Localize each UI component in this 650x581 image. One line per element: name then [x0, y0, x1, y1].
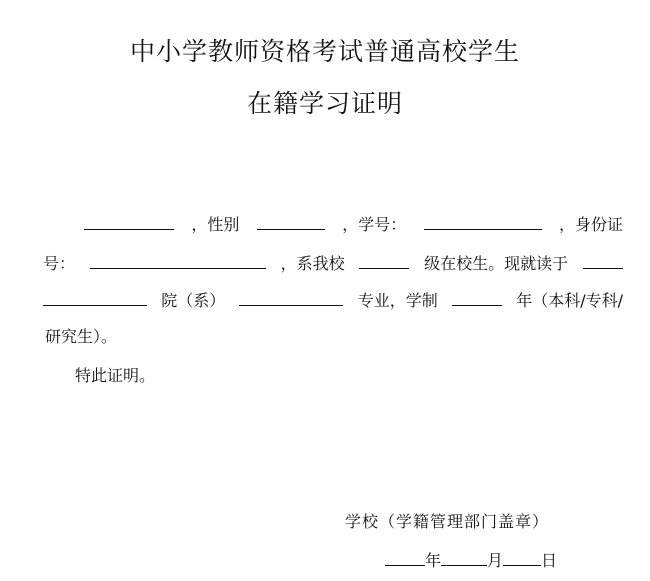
graduate-label: 研究生）。	[45, 327, 118, 346]
id-card-label-start: ，身份证	[558, 215, 623, 234]
school-blank-end	[43, 287, 147, 306]
student-no-label: ，学号：	[342, 215, 407, 234]
dept-label: ，系我校	[280, 254, 345, 273]
body-line-3	[43, 287, 623, 313]
body-line-5	[75, 363, 650, 389]
id-card-label-end: 号：	[43, 254, 76, 273]
signature-label: 学校（学籍管理部门盖章）	[345, 512, 550, 531]
certify-text: 特此证明。	[75, 366, 156, 385]
body-line-1	[43, 211, 623, 237]
year-blank	[385, 547, 425, 566]
month-blank	[441, 547, 487, 566]
body-line-2	[43, 250, 623, 276]
grade-label: 级在校生。现就读于	[424, 254, 569, 273]
month-label: 月	[487, 551, 504, 570]
day-label: 日	[541, 551, 558, 570]
year-type-label: 年（本科/专科/	[516, 291, 623, 310]
gender-label: ，性别	[191, 215, 240, 234]
major-blank	[239, 287, 343, 306]
gender-blank	[257, 211, 325, 230]
year-label: 年	[425, 551, 442, 570]
school-blank-start	[583, 250, 623, 269]
day-blank	[503, 547, 541, 566]
document-title-line2: 在籍学习证明	[246, 89, 403, 118]
duration-blank	[452, 287, 502, 306]
student-no-blank	[424, 211, 542, 230]
major-label: 专业，学制	[357, 291, 438, 310]
document-title-line1: 中小学教师资格考试普通高校学生	[129, 37, 520, 66]
name-blank	[84, 211, 174, 230]
body-line-4	[45, 324, 625, 350]
faculty-label: 院（系）	[161, 291, 226, 310]
id-card-blank	[90, 250, 266, 269]
grade-blank	[359, 250, 409, 269]
date-line	[385, 547, 557, 574]
